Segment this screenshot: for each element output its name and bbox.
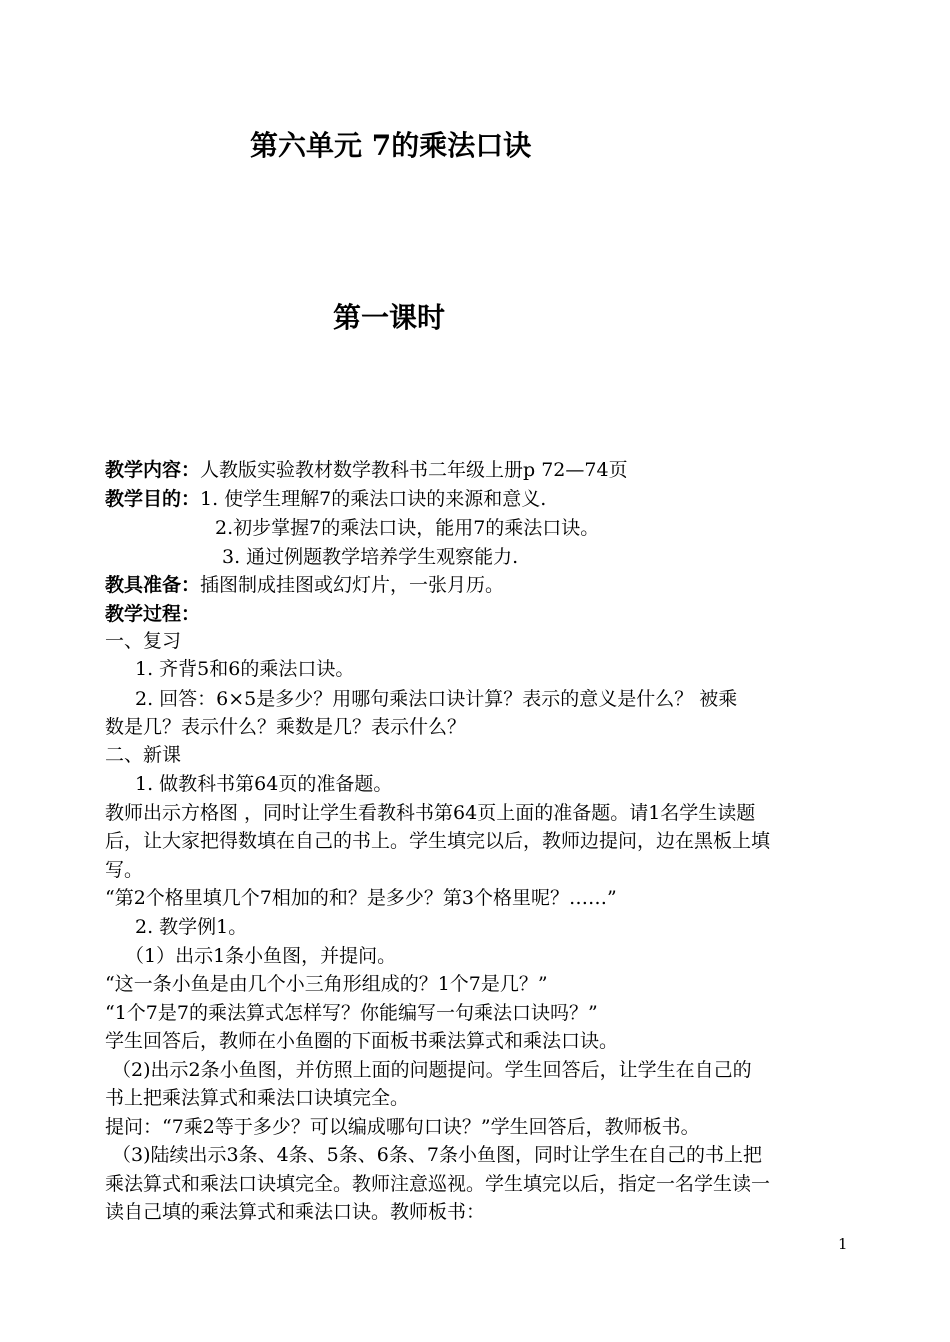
paragraph-line: 2. 教学例1。	[135, 916, 248, 938]
teaching-content-value: 人教版实验教材数学教科书二年级上册p 72—74页	[200, 459, 628, 481]
teaching-goal-1: 1. 使学生理解7的乘法口诀的来源和意义.	[200, 488, 547, 510]
paragraph-line: “第2个格里填几个7相加的和？是多少？第3个格里呢？……”	[105, 887, 617, 909]
paragraph-line: 书上把乘法算式和乘法口诀填完全。	[105, 1087, 410, 1109]
paragraph-line: 2. 回答：6×5是多少？用哪句乘法口诀计算？表示的意义是什么？ 被乘	[135, 688, 738, 710]
teaching-tools-line	[105, 572, 504, 598]
section-review-heading: 一、复习	[105, 630, 182, 652]
paragraph-line: 教师出示方格图 ，同时让学生看教科书第64页上面的准备题。请1名学生读题	[105, 802, 756, 824]
paragraph-line: 1. 做教科书第64页的准备题。	[135, 773, 393, 795]
paragraph-line: 1. 齐背5和6的乘法口诀。	[135, 658, 355, 680]
paragraph-line: 乘法算式和乘法口诀填完全。教师注意巡视。学生填完以后，指定一名学生读一	[105, 1173, 771, 1195]
paragraph-line: （1）出示1条小鱼图，并提问。	[125, 945, 397, 967]
teaching-tools-value: 插图制成挂图或幻灯片，一张月历。	[200, 574, 505, 596]
page-title: 第六单元 7的乘法口诀	[250, 129, 532, 162]
teaching-content-label: 教学内容：	[105, 459, 201, 481]
teaching-process-label: 教学过程：	[105, 603, 201, 625]
lesson-subtitle: 第一课时	[333, 301, 446, 334]
paragraph-line: 读自己填的乘法算式和乘法口诀。教师板书：	[105, 1201, 486, 1223]
paragraph-line: （2)出示2条小鱼图，并仿照上面的问题提问。学生回答后，让学生在自己的	[112, 1059, 752, 1081]
paragraph-line: 学生回答后，教师在小鱼圈的下面板书乘法算式和乘法口诀。	[105, 1030, 619, 1052]
paragraph-line: 提问：“7乘2等于多少？可以编成哪句口诀？”学生回答后，教师板书。	[105, 1116, 700, 1138]
paragraph-line: “1个7是7的乘法算式怎样写？你能编写一句乘法口诀吗？”	[105, 1002, 598, 1024]
paragraph-line: 后，让大家把得数填在自己的书上。学生填完以后，教师边提问，边在黑板上填	[105, 830, 771, 852]
teaching-tools-label: 教具准备：	[105, 574, 201, 596]
page-number: 1	[838, 1235, 848, 1253]
teaching-goal-3: 3. 通过例题教学培养学生观察能力.	[222, 546, 519, 568]
teaching-content-line	[105, 457, 628, 483]
paragraph-line: “这一条小鱼是由几个小三角形组成的？1个7是几？”	[105, 973, 548, 995]
section-new-lesson-heading: 二、新课	[105, 744, 182, 766]
teaching-goal-line	[105, 486, 546, 512]
paragraph-line: （3)陆续出示3条、4条、5条、6条、7条小鱼图，同时让学生在自己的书上把	[112, 1144, 762, 1166]
paragraph-line: 数是几？表示什么？乘数是几？表示什么？	[105, 716, 467, 738]
teaching-goal-label: 教学目的：	[105, 488, 201, 510]
paragraph-line: 写。	[105, 859, 144, 881]
teaching-goal-2: 2.初步掌握7的乘法口诀，能用7的乘法口诀。	[215, 517, 600, 539]
